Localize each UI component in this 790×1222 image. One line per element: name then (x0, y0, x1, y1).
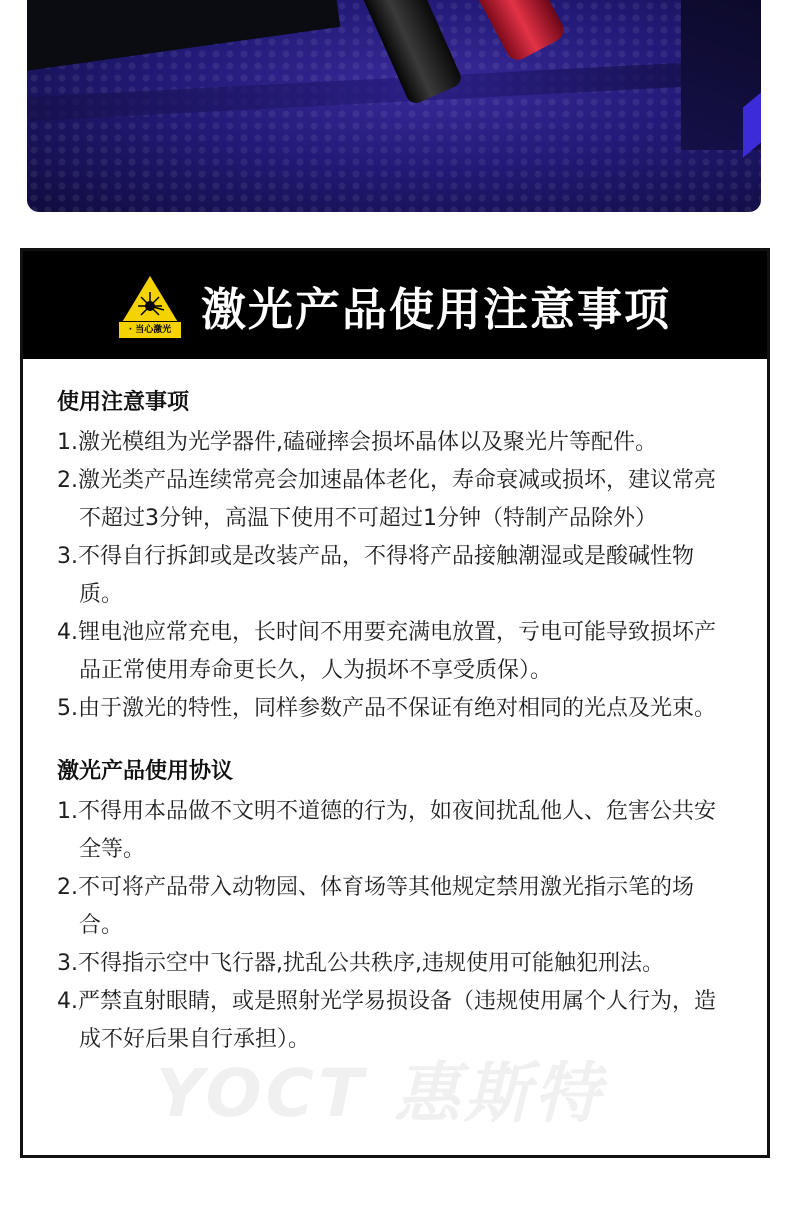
agreement-item: 3.不得指示空中飞行器,扰乱公共秩序,违规使用可能触犯刑法。 (57, 951, 664, 976)
usage-precautions-heading: 使用注意事项 (57, 390, 190, 415)
precaution-item: 4.锂电池应常充电，长时间不用要充满电放置，亏电可能导致损坏产品正常使用寿命更长久，人为损坏不享受质保）。 (57, 620, 716, 683)
agreement-item: 2.不可将产品带入动物园、体育场等其他规定禁用激光指示笔的场合。 (57, 875, 694, 938)
product-photo (27, 0, 761, 212)
notice-body (23, 359, 767, 1059)
laser-notice-box (20, 248, 770, 1158)
precaution-item: 2.激光类产品连续常亮会加速晶体老化，寿命衰减或损坏，建议常亮不超过3分钟，高温下使用不可超过1分钟（特制产品除外） (57, 468, 716, 531)
notice-header (23, 251, 767, 359)
warning-label: · 当心激光 (119, 322, 181, 338)
notice-title: 激光产品使用注意事项 (200, 282, 671, 336)
precaution-item: 1.激光模组为光学器件,磕碰摔会损坏晶体以及聚光片等配件。 (57, 430, 657, 455)
usage-agreement-heading: 激光产品使用协议 (57, 759, 234, 784)
precaution-item: 5.由于激光的特性，同样参数产品不保证有绝对相同的光点及光束。 (57, 696, 716, 721)
agreement-item: 1.不得用本品做不文明不道德的行为，如夜间扰乱他人、危害公共安全等。 (57, 799, 716, 862)
agreement-item: 4.严禁直射眼睛，或是照射光学易损设备（违规使用属个人行为，造成不好后果自行承担）。 (57, 989, 716, 1052)
precaution-item: 3.不得自行拆卸或是改装产品，不得将产品接触潮湿或是酸碱性物质。 (57, 544, 694, 607)
laser-warning-icon (119, 272, 181, 338)
